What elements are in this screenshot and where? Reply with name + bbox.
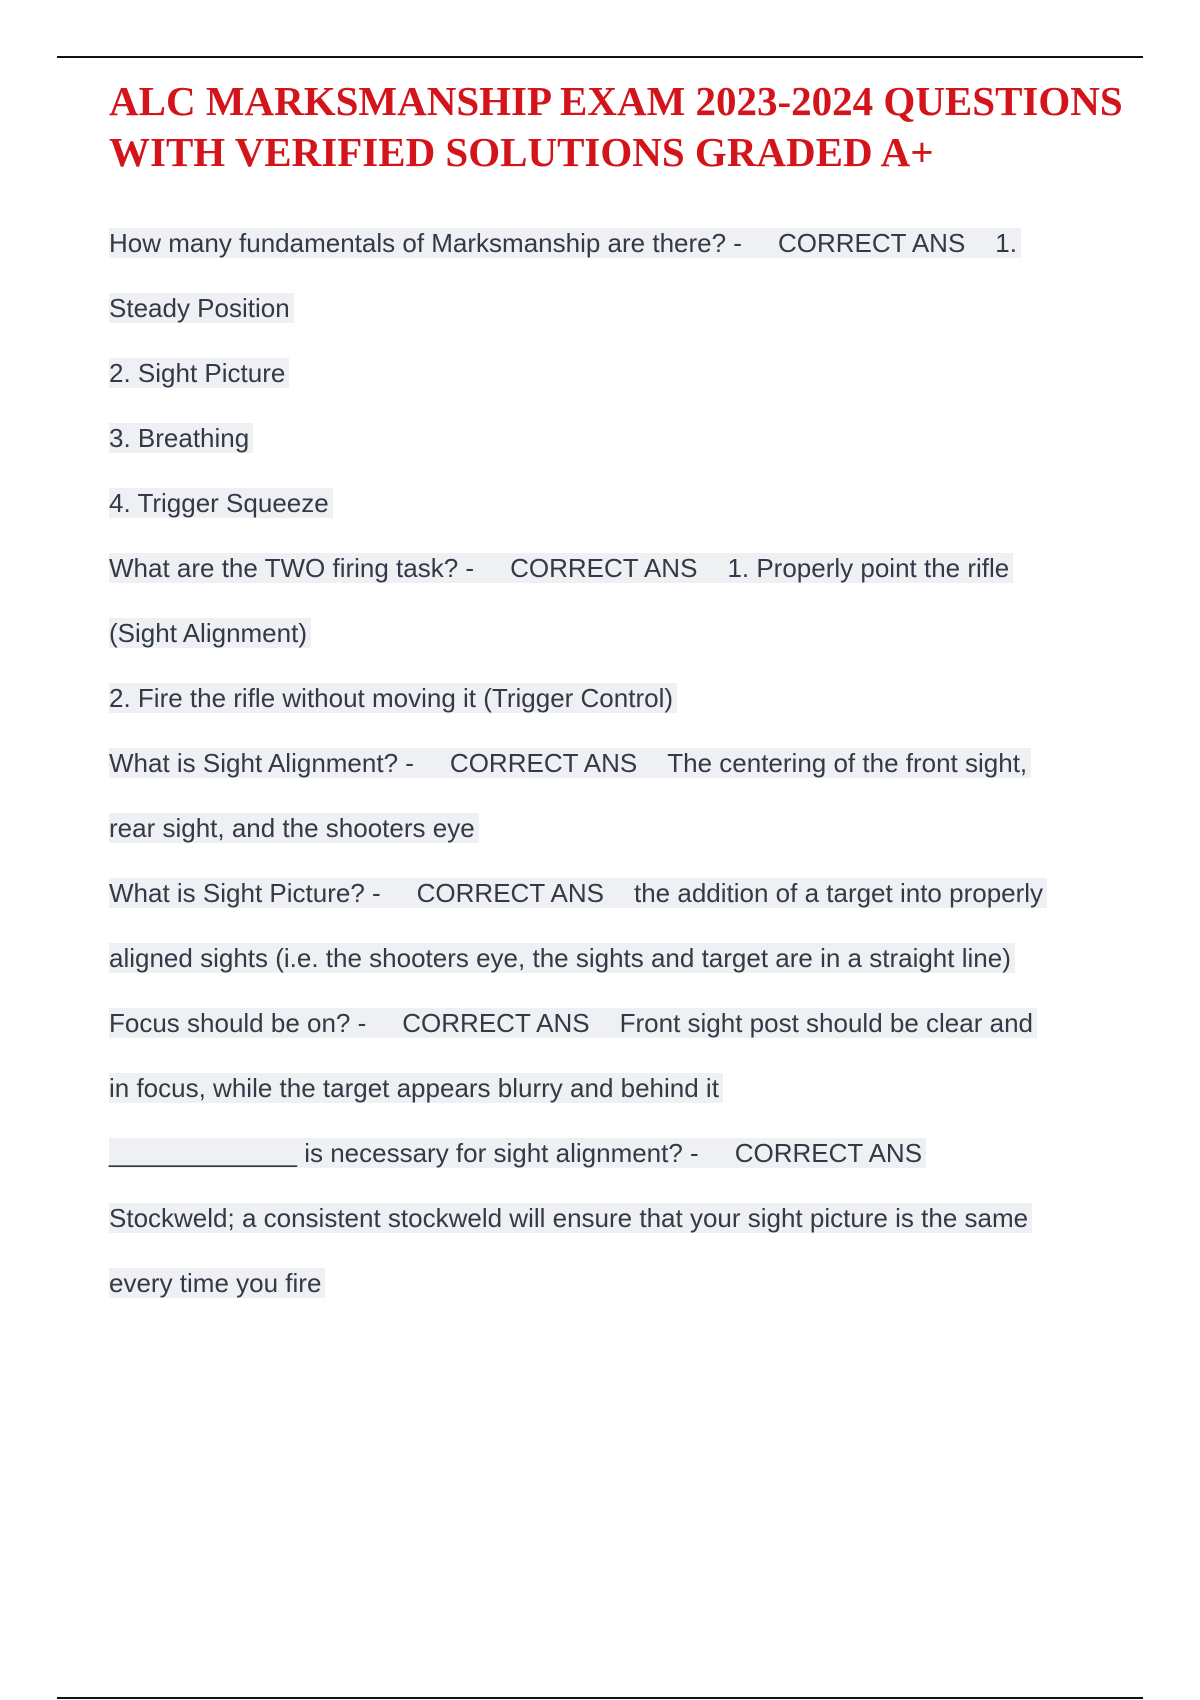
answer-text: The centering of the front sight, xyxy=(667,748,1028,778)
answer-text: (Sight Alignment) xyxy=(109,618,311,648)
bottom-rule xyxy=(57,1697,1143,1699)
answer-text: in focus, while the target appears blurry and behind it xyxy=(109,1073,723,1103)
answer-text: 4. Trigger Squeeze xyxy=(109,488,333,518)
answer-text: Front sight post should be clear and xyxy=(619,1008,1033,1038)
answer-line xyxy=(109,937,1149,1002)
answer-text: 2. Sight Picture xyxy=(109,358,289,388)
question-text: _____________ is necessary for sight alignment? - xyxy=(109,1138,699,1168)
answer-line xyxy=(109,482,1149,547)
answer-line xyxy=(109,612,1149,677)
question-line xyxy=(109,222,1149,287)
correct-ans-label: CORRECT ANS xyxy=(416,878,604,908)
question-text: Focus should be on? - xyxy=(109,1008,367,1038)
top-rule xyxy=(57,56,1143,58)
answer-line xyxy=(109,807,1149,872)
answer-line xyxy=(109,1197,1149,1262)
document-body xyxy=(109,222,1149,1327)
question-line xyxy=(109,547,1149,612)
answer-text: Steady Position xyxy=(109,293,294,323)
answer-text: 3. Breathing xyxy=(109,423,253,453)
question-line xyxy=(109,1132,1149,1197)
answer-text: every time you fire xyxy=(109,1268,325,1298)
question-text: What is Sight Picture? - xyxy=(109,878,381,908)
question-text: What is Sight Alignment? - xyxy=(109,748,414,778)
answer-text: Stockweld; a consistent stockweld will ensure that your sight picture is the same xyxy=(109,1203,1032,1233)
answer-text: rear sight, and the shooters eye xyxy=(109,813,479,843)
answer-line xyxy=(109,287,1149,352)
question-text: How many fundamentals of Marksmanship are there? - xyxy=(109,228,742,258)
answer-text: 1. Properly point the rifle xyxy=(727,553,1010,583)
question-text: What are the TWO firing task? - xyxy=(109,553,475,583)
answer-line xyxy=(109,1067,1149,1132)
document-title: ALC MARKSMANSHIP EXAM 2023-2024 QUESTIONS WITH VERIFIED SOLUTIONS GRADED A+ xyxy=(109,78,1123,175)
correct-ans-label: CORRECT ANS xyxy=(402,1008,590,1038)
answer-line xyxy=(109,677,1149,742)
answer-line xyxy=(109,417,1149,482)
answer-text: 2. Fire the rifle without moving it (Trigger Control) xyxy=(109,683,677,713)
correct-ans-label: CORRECT ANS xyxy=(510,553,698,583)
correct-ans-label: CORRECT ANS xyxy=(449,748,638,778)
question-line xyxy=(109,1002,1149,1067)
answer-text: aligned sights (i.e. the shooters eye, the sights and target are in a straight line) xyxy=(109,943,1015,973)
answer-text: the addition of a target into properly xyxy=(634,878,1044,908)
correct-ans-label: CORRECT ANS xyxy=(777,228,966,258)
correct-ans-label: CORRECT ANS xyxy=(734,1138,923,1168)
answer-text: 1. xyxy=(995,228,1017,258)
answer-line xyxy=(109,1262,1149,1327)
question-line xyxy=(109,742,1149,807)
question-line xyxy=(109,872,1149,937)
answer-line xyxy=(109,352,1149,417)
